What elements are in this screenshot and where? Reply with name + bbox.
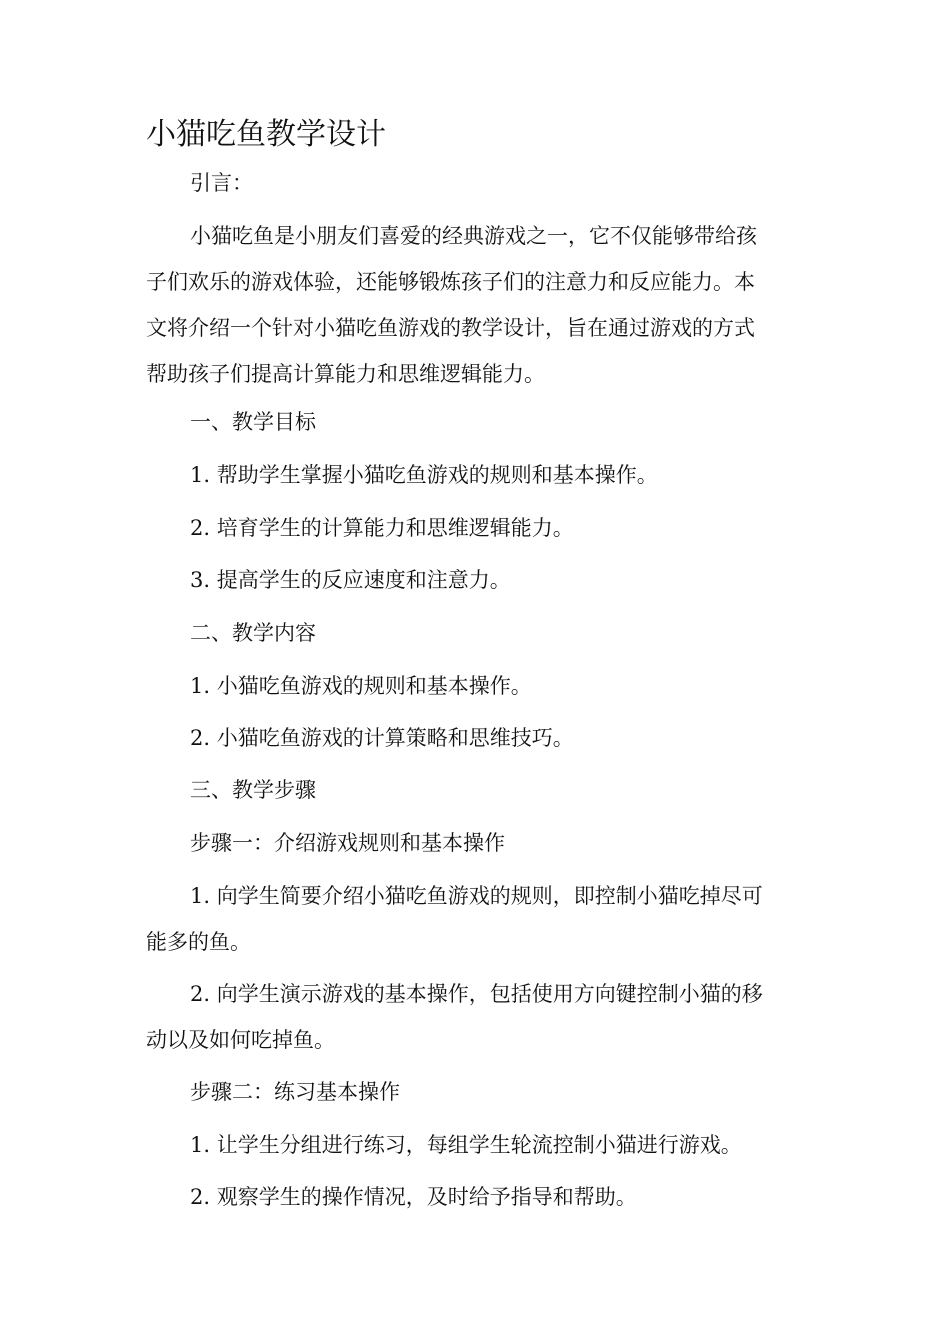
step-one-heading: 步骤一：介绍游戏规则和基本操作 [190, 831, 505, 855]
goal-item-3: 3. 提高学生的反应速度和注意力。 [190, 568, 511, 592]
section-heading-goals: 一、教学目标 [190, 410, 316, 434]
intro-heading: 引言： [190, 171, 253, 195]
intro-paragraph-line-1: 小猫吃鱼是小朋友们喜爱的经典游戏之一，它不仅能够带给孩 [190, 224, 757, 248]
step-one-item-2-line-1: 2. 向学生演示游戏的基本操作，包括使用方向键控制小猫的移 [190, 982, 763, 1006]
content-item-1: 1. 小猫吃鱼游戏的规则和基本操作。 [190, 674, 532, 698]
step-one-item-1-line-2: 能多的鱼。 [146, 930, 251, 954]
step-two-heading: 步骤二：练习基本操作 [190, 1080, 400, 1104]
step-one-item-1-line-1: 1. 向学生简要介绍小猫吃鱼游戏的规则，即控制小猫吃掉尽可 [190, 884, 763, 908]
intro-paragraph-line-2: 子们欢乐的游戏体验，还能够锻炼孩子们的注意力和反应能力。本 [146, 270, 755, 294]
intro-paragraph-line-3: 文将介绍一个针对小猫吃鱼游戏的教学设计，旨在通过游戏的方式 [146, 316, 755, 340]
section-heading-steps: 三、教学步骤 [190, 778, 316, 802]
section-heading-content: 二、教学内容 [190, 621, 316, 645]
document-title: 小猫吃鱼教学设计 [146, 117, 386, 152]
step-two-item-2: 2. 观察学生的操作情况，及时给予指导和帮助。 [190, 1185, 637, 1209]
goal-item-1: 1. 帮助学生掌握小猫吃鱼游戏的规则和基本操作。 [190, 463, 658, 487]
goal-item-2: 2. 培育学生的计算能力和思维逻辑能力。 [190, 516, 574, 540]
step-two-item-1: 1. 让学生分组进行练习，每组学生轮流控制小猫进行游戏。 [190, 1133, 742, 1157]
content-item-2: 2. 小猫吃鱼游戏的计算策略和思维技巧。 [190, 726, 574, 750]
intro-paragraph-line-4: 帮助孩子们提高计算能力和思维逻辑能力。 [146, 362, 545, 386]
step-one-item-2-line-2: 动以及如何吃掉鱼。 [146, 1028, 335, 1052]
